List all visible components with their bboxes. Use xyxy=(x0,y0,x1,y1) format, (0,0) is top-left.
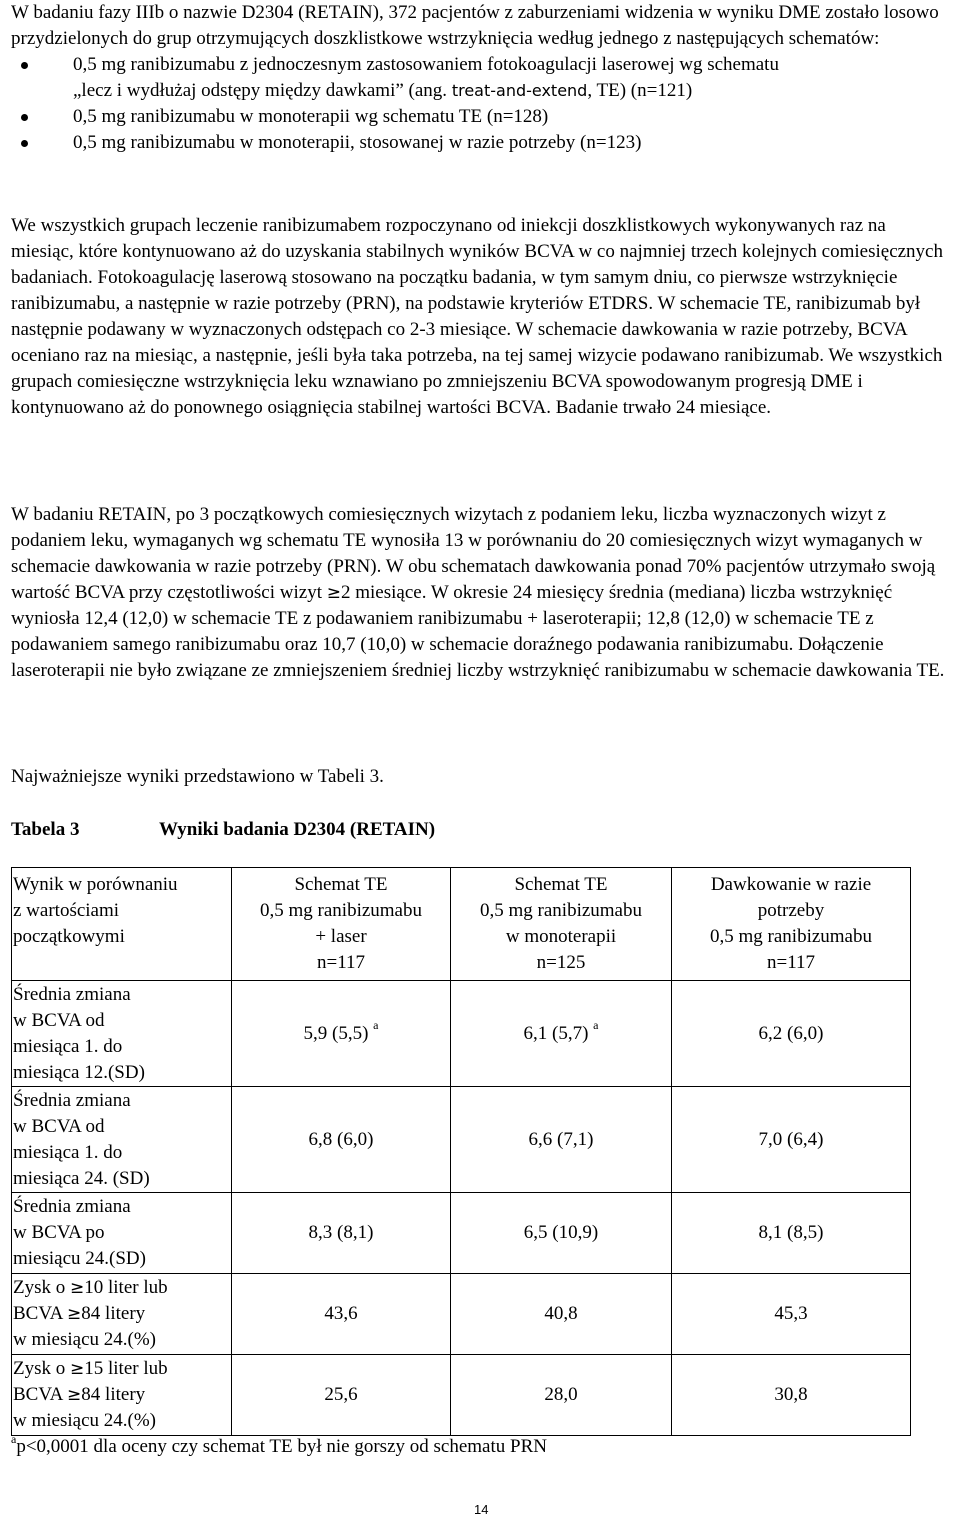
bullet-icon xyxy=(21,140,28,147)
table-row xyxy=(12,1193,911,1274)
greater-equal-icon: ≥ xyxy=(67,1385,82,1405)
list-item: 0,5 mg ranibizumabu w monoterapii wg schematu TE (n=128) xyxy=(11,104,951,130)
greater-equal-icon: ≥ xyxy=(70,1359,85,1379)
value-cell: 8,3 (8,1) xyxy=(232,1193,451,1274)
treatment-arms-list xyxy=(11,52,951,156)
value-cell: 43,6 xyxy=(232,1274,451,1355)
results-table xyxy=(11,867,911,1436)
table-row xyxy=(12,1087,911,1193)
header-cell-te-laser: Schemat TE 0,5 mg ranibizumabu + laser n=117 xyxy=(232,868,451,981)
intro-lead: W badaniu fazy IIIb o nazwie D2304 (RETAIN), 372 pacjentów z zaburzeniami widzenia w wyniku DME zostało losowo przydzielonych do grup otrzymujących doszklistkowe wstrzyknięcia według jednego z następujących schematów: xyxy=(11,2,939,49)
value-cell: 6,1 (5,7) $^a$ xyxy=(451,981,672,1087)
intro-section xyxy=(11,0,951,156)
table-row xyxy=(12,1274,911,1355)
value-cell: 6,2 (6,0) xyxy=(672,981,911,1087)
bullet-icon xyxy=(21,62,28,69)
table-number: Tabela 3 xyxy=(11,819,80,840)
value-cell: 7,0 (6,4) xyxy=(672,1087,911,1193)
table-header-row xyxy=(12,868,911,981)
list-item: 0,5 mg ranibizumabu z jednoczesnym zastosowaniem fotokoagulacji laserowej wg schematu „lecz i wydłużaj odstępy między dawkami” (ang. treat-and-extend, TE) (n=121) xyxy=(11,52,951,104)
row-label: Zysk o ≥15 liter lub BCVA ≥84 litery w miesiącu 24.(%) xyxy=(12,1355,232,1436)
row-label: Średnia zmiana w BCVA od miesiąca 1. do miesiąca 12.(SD) xyxy=(12,981,232,1087)
value-cell: 45,3 xyxy=(672,1274,911,1355)
row-label: Zysk o ≥10 liter lub BCVA ≥84 litery w miesiącu 24.(%) xyxy=(12,1274,232,1355)
table-footnote: $^a$p<0,0001 dla oceny czy schemat TE był nie gorszy od schematu PRN xyxy=(11,1431,547,1457)
value-cell: 6,8 (6,0) xyxy=(232,1087,451,1193)
value-cell: 40,8 xyxy=(451,1274,672,1355)
value-cell: 28,0 xyxy=(451,1355,672,1436)
value-cell: 5,9 (5,5) $^a$ xyxy=(232,981,451,1087)
list-item: 0,5 mg ranibizumabu w monoterapii, stosowanej w razie potrzeby (n=123) xyxy=(11,130,951,156)
page-number: 14 xyxy=(474,1502,489,1517)
table-row xyxy=(12,1355,911,1436)
row-label: Średnia zmiana w BCVA od miesiąca 1. do miesiąca 24. (SD) xyxy=(12,1087,232,1193)
value-cell: 8,1 (8,5) xyxy=(672,1193,911,1274)
greater-equal-icon: ≥ xyxy=(67,1304,82,1324)
header-cell-te-mono: Schemat TE 0,5 mg ranibizumabu w monoterapii n=125 xyxy=(451,868,672,981)
study-design-paragraph: We wszystkich grupach leczenie ranibizumabem rozpoczynano od iniekcji doszklistkowych wykonywanych raz na miesiąc, które kontynuowano aż do uzyskania stabilnych wyników BCVA w co najmniej trzech kolejnych comiesięcznych badaniach. Fotokoagulację laserową stosowano na początku badania, w tym samym dniu, co pierwsze wstrzyknięcie ranibizumabu, a następnie w razie potrzeby (PRN), na podstawie kryteriów ETDRS. W schemacie TE, ranibizumab był następnie podawany w wyznaczonych odstępach co 2-3 miesiące. W schemacie dawkowania w razie potrzeby, BCVA oceniano raz na miesiąc, a następnie, jeśli była taka potrzeba, na tej samej wizycie podawano ranibizumab. We wszystkich grupach comiesięczne wstrzyknięcia leku wznawiano po zmniejszeniu BCVA spowodowanym progresją DME i kontynuowano aż do ponownego osiągnięcia stabilnej wartości BCVA. Badanie trwało 24 miesiące. xyxy=(11,215,943,418)
value-cell: 6,6 (7,1) xyxy=(451,1087,672,1193)
greater-equal-icon: ≥ xyxy=(326,583,341,603)
value-cell: 6,5 (10,9) xyxy=(451,1193,672,1274)
row-label: Średnia zmiana w BCVA po miesiącu 24.(SD) xyxy=(12,1193,232,1274)
value-cell: 25,6 xyxy=(232,1355,451,1436)
table-intro-text: Najważniejsze wyniki przedstawiono w Tabeli 3. xyxy=(11,766,384,787)
value-cell: 30,8 xyxy=(672,1355,911,1436)
table-row xyxy=(12,981,911,1087)
table-title: Wyniki badania D2304 (RETAIN) xyxy=(159,819,436,840)
results-paragraph: W badaniu RETAIN, po 3 początkowych comiesięcznych wizytach z podaniem leku, liczba wyznaczonych wizyt z podaniem leku, wymaganych wg schematu TE wynosiła 13 w porównaniu do 20 comiesięcznych wizyt wymaganych w schemacie dawkowania w razie potrzeby (PRN). W obu schematach dawkowania ponad 70% pacjentów utrzymało swoją wartość BCVA przy częstotliwości wizyt ≥2 miesiące. W okresie 24 miesięcy średnia (mediana) liczba wstrzyknięć wyniosła 12,4 (12,0) w schemacie TE z podawaniem ranibizumabu + laseroterapii; 12,8 (12,0) w schemacie TE z podawaniem samego ranibizumabu oraz 10,7 (10,0) w schemacie doraźnego podawania ranibizumabu. Dołączenie laseroterapii nie było związane ze zmniejszeniem średniej liczby wstrzyknięć ranibizumabu w schemacie dawkowania TE. xyxy=(11,504,945,681)
header-cell-prn: Dawkowanie w razie potrzeby 0,5 mg ranibizumabu n=117 xyxy=(672,868,911,981)
greater-equal-icon: ≥ xyxy=(70,1278,85,1298)
header-cell-outcome: Wynik w porównaniu z wartościami początkowymi xyxy=(12,868,232,981)
bullet-icon xyxy=(21,114,28,121)
